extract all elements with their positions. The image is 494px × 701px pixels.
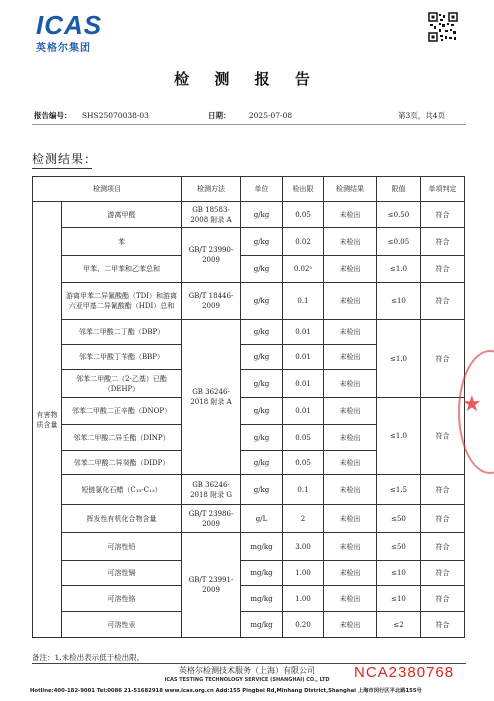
unit-cell: g/kg xyxy=(241,228,283,256)
result-cell: 未检出 xyxy=(324,345,377,370)
judge-cell: 符合 xyxy=(421,612,465,638)
table-row xyxy=(33,533,465,561)
item-cell: 邻苯二甲酸丁苄酯（BBP） xyxy=(62,345,182,370)
report-number xyxy=(34,110,149,121)
report-date-value: 2025-07-08 xyxy=(248,111,293,120)
unit-cell: g/kg xyxy=(241,370,283,398)
lod-cell: 1.00 xyxy=(283,561,324,586)
header-lod: 检出限 xyxy=(283,177,324,202)
judge-cell: 符合 xyxy=(421,561,465,586)
item-cell: 游离甲苯二异氰酸酯（TDI）和游离六亚甲基二异氰酸酯（HDI）总和 xyxy=(62,283,182,320)
unit-cell: g/kg xyxy=(241,256,283,283)
result-cell: 未检出 xyxy=(324,475,377,505)
table-row xyxy=(33,475,465,505)
method-cell: GB 36246-2018 附录 A xyxy=(182,320,241,475)
limit-cell: ≤2 xyxy=(377,612,421,638)
table-row xyxy=(33,256,465,283)
judge-cell: 符合 xyxy=(421,256,465,283)
judge-cell: 符合 xyxy=(421,505,465,533)
item-cell: 邻苯二甲酸二丁酯（DBP） xyxy=(62,320,182,345)
lod-cell: 0.02ᵃ xyxy=(283,256,324,283)
page-info: 第3页，共4页 xyxy=(398,111,446,120)
limit-cell: ≤1.0 xyxy=(377,398,421,475)
report-number-value: SHS25070038-03 xyxy=(81,111,149,120)
result-cell: 未检出 xyxy=(324,283,377,320)
result-cell: 未检出 xyxy=(324,505,377,533)
serial-number: NCA2380768 xyxy=(354,664,455,681)
limit-cell: ≤10 xyxy=(377,586,421,612)
unit-cell: g/kg xyxy=(241,451,283,475)
table-row xyxy=(33,505,465,533)
item-cell: 苯 xyxy=(62,228,182,256)
table-row xyxy=(33,612,465,638)
table-row xyxy=(33,398,465,425)
judge-cell: 符合 xyxy=(421,283,465,320)
table-row xyxy=(33,561,465,586)
lod-cell: 0.05 xyxy=(283,451,324,475)
lod-cell: 1.00 xyxy=(283,586,324,612)
item-cell: 邻苯二甲酸二正辛酯（DNOP） xyxy=(62,398,182,425)
limit-cell: ≤50 xyxy=(377,505,421,533)
stamp-star-icon: ★ xyxy=(462,392,482,417)
limit-cell: ≤0.50 xyxy=(377,202,421,228)
judge-cell: 符合 xyxy=(421,475,465,505)
lod-cell: 0.01 xyxy=(283,320,324,345)
report-title: 检 测 报 告 xyxy=(174,70,320,88)
report-date xyxy=(208,110,292,121)
limit-cell: ≤0.05 xyxy=(377,228,421,256)
result-cell: 未检出 xyxy=(324,561,377,586)
company-name: 英格尔检测技术服务（上海）有限公司 xyxy=(179,666,315,675)
limit-cell: ≤1.0 xyxy=(377,256,421,283)
table-row xyxy=(33,202,465,228)
table-row xyxy=(33,228,465,256)
result-cell: 未检出 xyxy=(324,398,377,425)
result-cell: 未检出 xyxy=(324,256,377,283)
logo-subtitle: 英格尔集团 xyxy=(36,43,91,54)
header-divider xyxy=(32,124,466,125)
section-title: 检测结果： xyxy=(32,152,98,166)
method-cell: GB 18583-2008 附录 A xyxy=(182,202,241,228)
report-date-label: 日期： xyxy=(208,111,231,120)
judge-cell: 符合 xyxy=(421,320,465,398)
lod-cell: 3.00 xyxy=(283,533,324,561)
result-cell: 未检出 xyxy=(324,533,377,561)
company-logo xyxy=(36,12,102,54)
unit-cell: mg/kg xyxy=(241,586,283,612)
lod-cell: 0.01 xyxy=(283,345,324,370)
unit-cell: g/kg xyxy=(241,202,283,228)
judge-cell: 符合 xyxy=(421,586,465,612)
item-cell: 可溶性铅 xyxy=(62,533,182,561)
unit-cell: g/kg xyxy=(241,283,283,320)
unit-cell: g/kg xyxy=(241,320,283,345)
item-cell: 可溶性汞 xyxy=(62,612,182,638)
limit-cell: ≤10 xyxy=(377,561,421,586)
unit-cell: g/kg xyxy=(241,425,283,451)
qr-code-icon xyxy=(428,12,458,42)
judge-cell: 符合 xyxy=(421,398,465,475)
judge-cell: 符合 xyxy=(421,202,465,228)
company-name-en: ICAS TESTING TECHNOLOGY SERVICE (SHANGHAI) CO., LTD xyxy=(164,677,330,683)
judge-cell: 符合 xyxy=(421,533,465,561)
table-row xyxy=(33,283,465,320)
logo-text: ICAS xyxy=(36,10,103,40)
result-cell: 未检出 xyxy=(324,320,377,345)
method-cell: GB/T 23990-2009 xyxy=(182,228,241,283)
item-cell: 可溶性镉 xyxy=(62,561,182,586)
header-result: 检测结果 xyxy=(324,177,377,202)
result-cell: 未检出 xyxy=(324,586,377,612)
table-row xyxy=(33,320,465,345)
contact-line: Hotline:400-182-9001 Tel:0086 21-51682918 www.icas.org.cn Add:155 Pingbei Rd,Minhang District,Shanghai 上海市闵行区平北路155号 xyxy=(30,688,422,694)
item-cell: 邻苯二甲酸二（2-乙基）已酯（DEHP） xyxy=(62,370,182,398)
item-cell: 邻苯二甲酸二异壬酯（DINP） xyxy=(62,425,182,451)
remark-note: 备注：1.未检出表示低于检出限。 xyxy=(32,653,145,662)
results-table xyxy=(32,176,465,638)
result-cell: 未检出 xyxy=(324,202,377,228)
method-cell: GB/T 23991-2009 xyxy=(182,533,241,638)
item-cell: 短链氯化石蜡（C₁₀-C₁₃） xyxy=(62,475,182,505)
lod-cell: 0.20 xyxy=(283,612,324,638)
table-header-row xyxy=(33,177,465,202)
item-cell: 挥发性有机化合物含量 xyxy=(62,505,182,533)
lod-cell: 2 xyxy=(283,505,324,533)
unit-cell: g/kg xyxy=(241,398,283,425)
unit-cell: g/L xyxy=(241,505,283,533)
header-unit: 单位 xyxy=(241,177,283,202)
result-cell: 未检出 xyxy=(324,612,377,638)
method-cell: GB/T 18446-2009 xyxy=(182,283,241,320)
result-cell: 未检出 xyxy=(324,228,377,256)
item-cell: 可溶性铬 xyxy=(62,586,182,612)
unit-cell: g/kg xyxy=(241,475,283,505)
lod-cell: 0.01 xyxy=(283,370,324,398)
item-cell: 游离甲醛 xyxy=(62,202,182,228)
method-cell: GB 36246-2018 附录 G xyxy=(182,475,241,505)
header-method: 检测方法 xyxy=(182,177,241,202)
result-cell: 未检出 xyxy=(324,451,377,475)
lod-cell: 0.02 xyxy=(283,228,324,256)
result-cell: 未检出 xyxy=(324,370,377,398)
lod-cell: 0.1 xyxy=(283,475,324,505)
limit-cell: ≤50 xyxy=(377,533,421,561)
unit-cell: g/kg xyxy=(241,345,283,370)
lod-cell: 0.1 xyxy=(283,283,324,320)
judge-cell: 符合 xyxy=(421,228,465,256)
item-cell: 甲苯、二甲苯和乙苯总和 xyxy=(62,256,182,283)
result-cell: 未检出 xyxy=(324,425,377,451)
item-cell: 邻苯二甲酸二异癸酯（DIDP） xyxy=(62,451,182,475)
report-number-label: 报告编号： xyxy=(34,111,72,120)
method-cell: GB/T 23986-2009 xyxy=(182,505,241,533)
category-cell: 有害物质含量 xyxy=(33,202,62,638)
lod-cell: 0.01 xyxy=(283,398,324,425)
limit-cell: ≤10 xyxy=(377,283,421,320)
header-limit: 限值 xyxy=(377,177,421,202)
limit-cell: ≤1.0 xyxy=(377,320,421,398)
lod-cell: 0.05 xyxy=(283,202,324,228)
section-underline xyxy=(32,168,92,169)
limit-cell: ≤1.5 xyxy=(377,475,421,505)
header-item: 检测项目 xyxy=(33,177,182,202)
lod-cell: 0.05 xyxy=(283,425,324,451)
unit-cell: mg/kg xyxy=(241,561,283,586)
table-row xyxy=(33,586,465,612)
unit-cell: mg/kg xyxy=(241,533,283,561)
header-judgement: 单项判定 xyxy=(421,177,465,202)
unit-cell: mg/kg xyxy=(241,612,283,638)
